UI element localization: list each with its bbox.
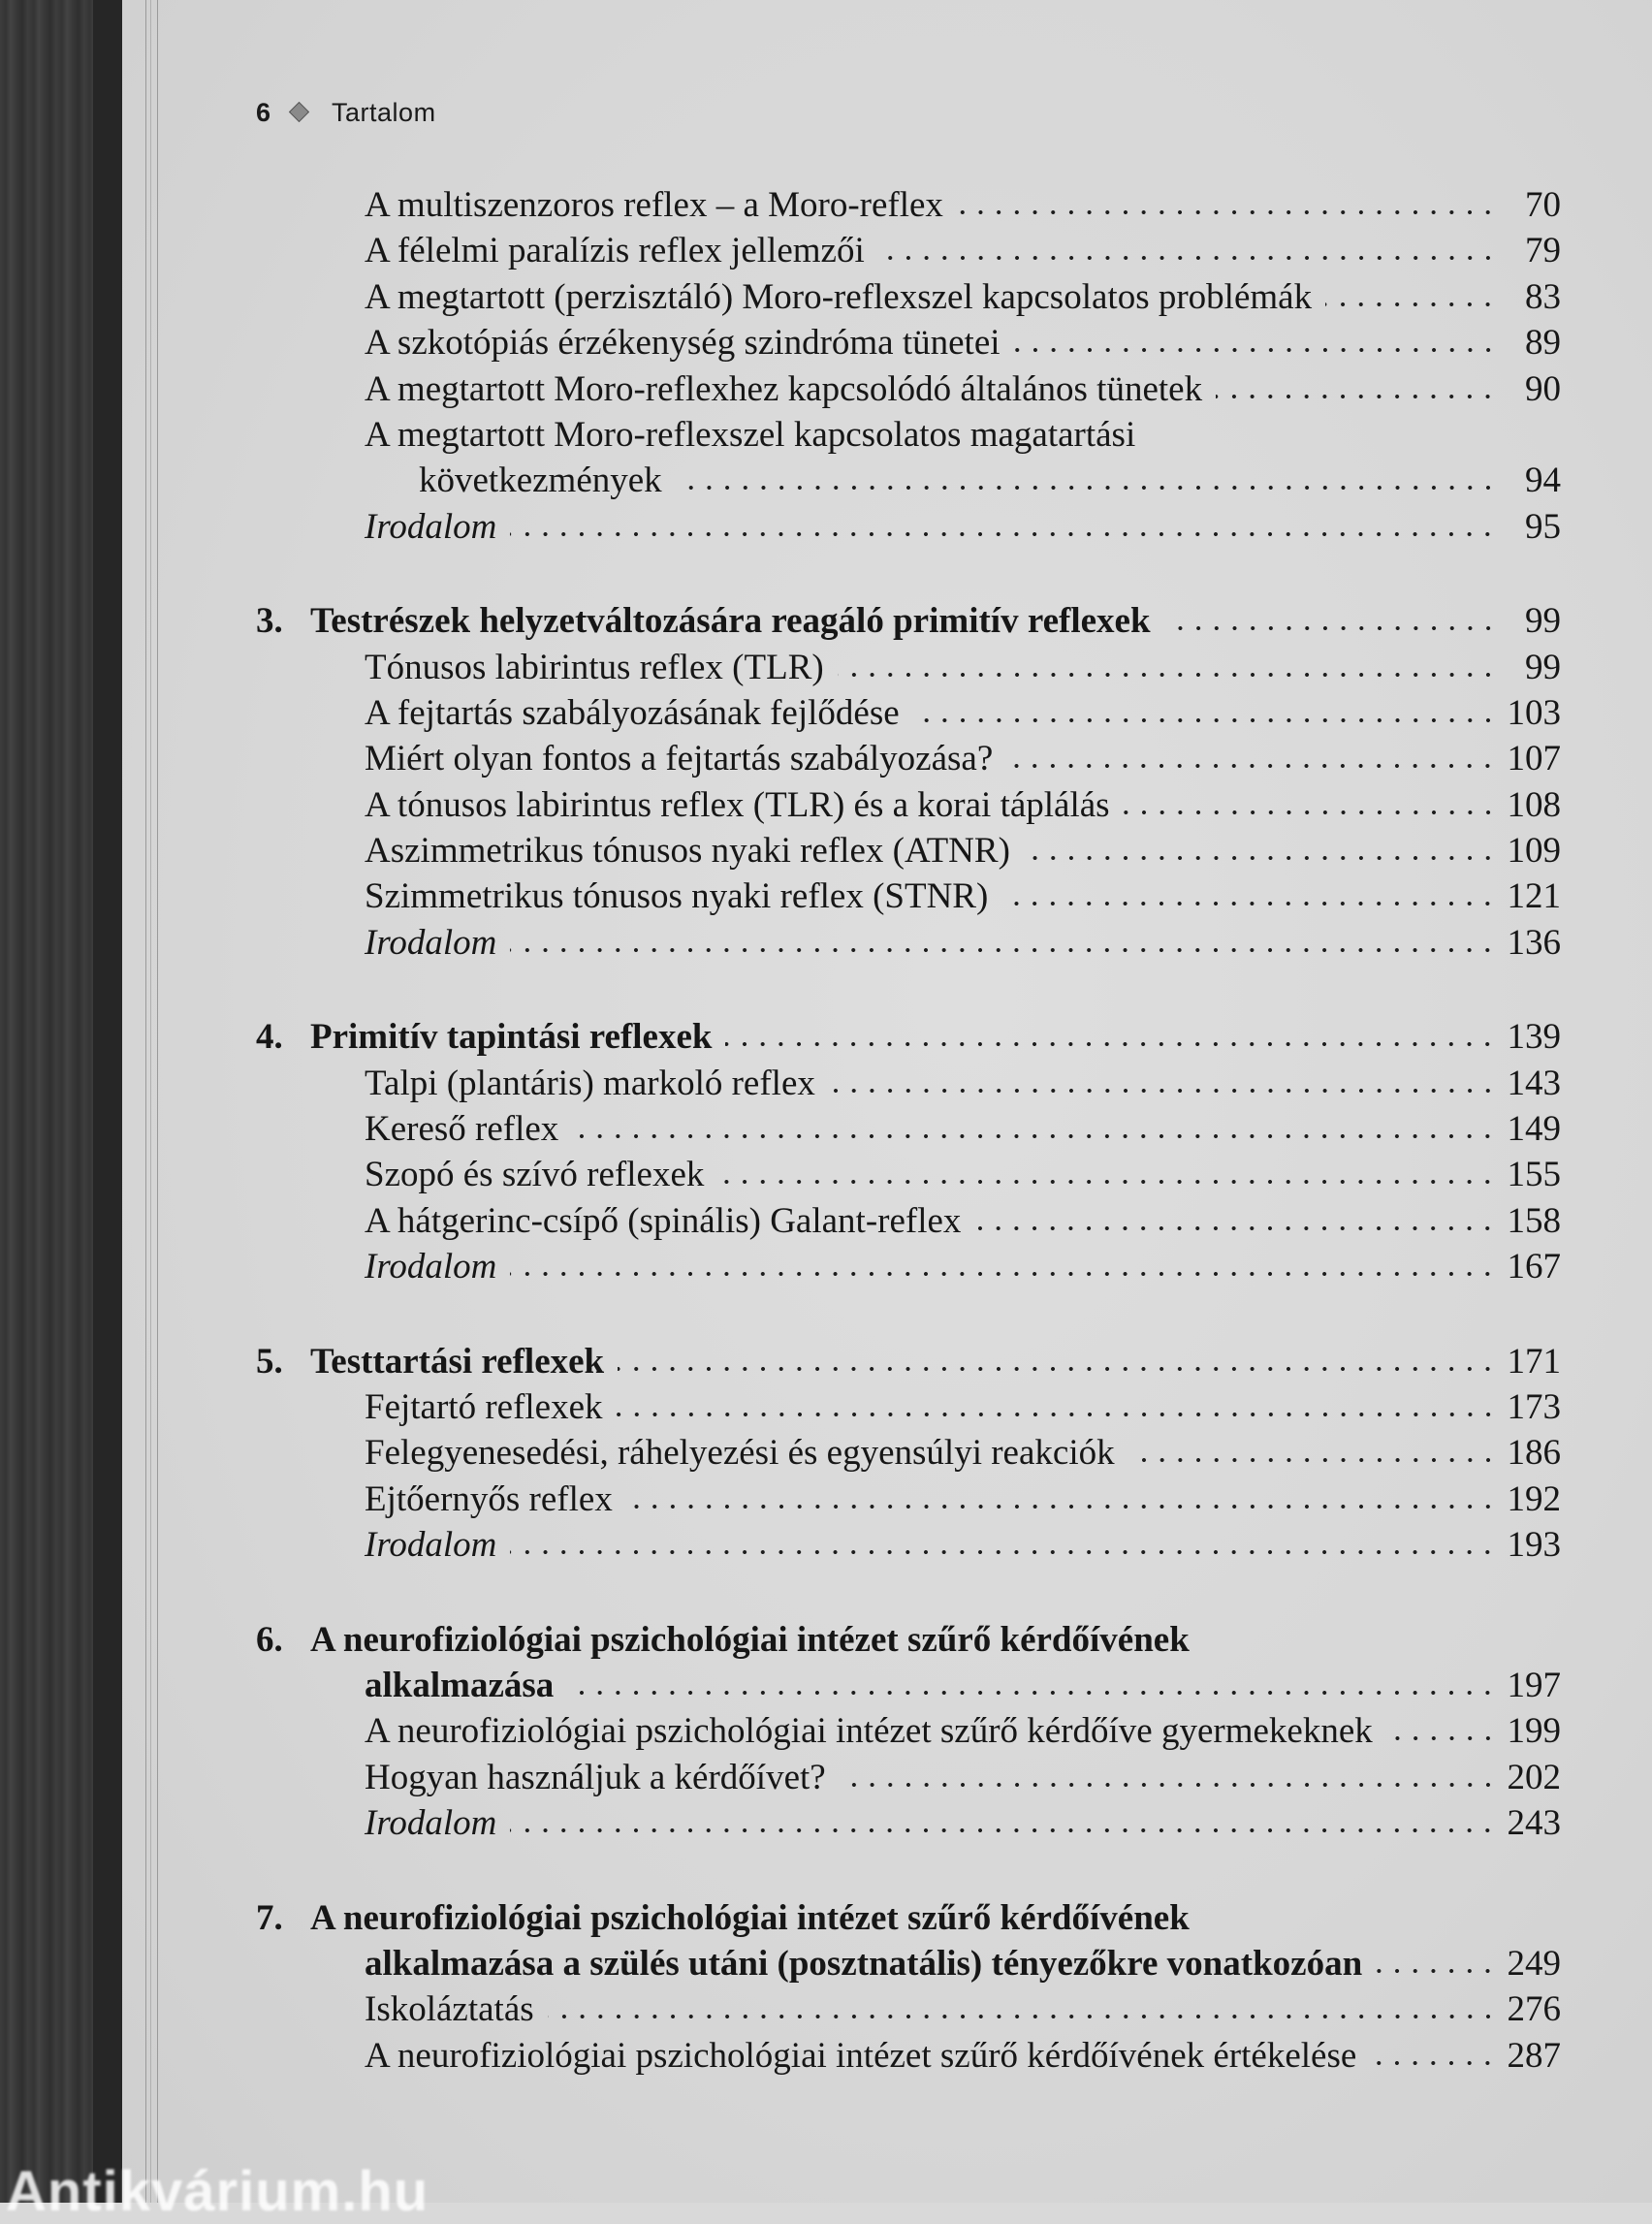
toc-entry[interactable] xyxy=(256,228,1561,273)
toc-entry-body xyxy=(310,1986,1561,2032)
chapter-number: 3. xyxy=(256,601,283,642)
toc-entry-label[interactable]: Irodalom xyxy=(365,1525,497,1566)
toc-entry-label[interactable]: A neurofiziológiai pszichológiai intézet szűrő kérdőívének xyxy=(310,1897,1190,1938)
toc-entry-label[interactable]: Szimmetrikus tónusos nyaki reflex (STNR) xyxy=(365,876,989,917)
toc-entry-label[interactable]: A multiszenzoros reflex – a Moro-reflex xyxy=(365,185,943,225)
page-reference[interactable]: 99 xyxy=(1525,601,1561,642)
page-reference[interactable]: 109 xyxy=(1507,831,1561,872)
page-edge-line xyxy=(157,0,158,2203)
toc-entry-body xyxy=(310,1198,1561,1244)
toc-heading-row[interactable] xyxy=(256,1895,1561,1941)
page-reference[interactable]: 155 xyxy=(1507,1155,1561,1195)
toc-entry-body xyxy=(310,1895,1561,1941)
dot-leader xyxy=(618,1361,1497,1371)
toc-entry-body xyxy=(310,1708,1561,1754)
page-reference[interactable]: 287 xyxy=(1507,2035,1561,2076)
toc-heading-row[interactable] xyxy=(256,598,1561,644)
toc-entry-label[interactable]: Ejtőernyős reflex xyxy=(365,1478,613,1519)
toc-heading-row[interactable] xyxy=(256,1014,1561,1060)
dot-leader xyxy=(1024,850,1497,860)
page-reference[interactable]: 149 xyxy=(1507,1109,1561,1150)
toc-entry-label[interactable]: A neurofiziológiai pszichológiai intézet szűrő kérdőívének xyxy=(310,1619,1190,1660)
toc-entry[interactable] xyxy=(256,1152,1561,1197)
page-reference[interactable]: 202 xyxy=(1507,1757,1561,1797)
toc-entry-body xyxy=(310,1339,1561,1384)
dot-leader xyxy=(829,1083,1497,1093)
toc-entry-body xyxy=(310,1061,1561,1106)
toc-entry-body xyxy=(310,1384,1561,1430)
toc-entry-body xyxy=(310,504,1561,550)
running-header xyxy=(256,95,436,130)
toc-entry-label[interactable]: A megtartott Moro-reflexhez kapcsolódó általános tünetek xyxy=(365,368,1203,409)
toc-entry-label[interactable]: Hogyan használjuk a kérdőívet? xyxy=(365,1757,826,1797)
toc-entry-body xyxy=(310,1800,1561,1846)
page-reference[interactable]: 90 xyxy=(1525,368,1561,409)
toc-entry-label[interactable]: alkalmazása a szülés utáni (posztnatális) tényezőkre vonatkozóan xyxy=(365,1943,1363,1984)
table-of-contents xyxy=(256,182,1561,2127)
toc-entry[interactable] xyxy=(256,1384,1561,1430)
page-reference[interactable]: 83 xyxy=(1525,276,1561,317)
page-reference[interactable]: 199 xyxy=(1507,1711,1561,1752)
toc-entry-label[interactable]: Irodalom xyxy=(365,1803,497,1844)
toc-entry-body xyxy=(310,2033,1561,2079)
toc-entry[interactable] xyxy=(256,1106,1561,1152)
toc-entry-label[interactable]: A neurofiziológiai pszichológiai intézet szűrő kérdőívének értékelése xyxy=(365,2035,1357,2076)
toc-entry[interactable] xyxy=(256,458,1561,503)
toc-heading-row[interactable] xyxy=(256,1339,1561,1384)
book-spine-edge xyxy=(93,0,122,2203)
toc-entry[interactable] xyxy=(256,1755,1561,1800)
dot-leader xyxy=(1124,805,1497,814)
toc-entry-body xyxy=(310,645,1561,690)
toc-entry-label[interactable]: Testrészek helyzetváltozására reagáló primitív reflexek xyxy=(310,601,1151,642)
dot-leader xyxy=(717,1174,1497,1184)
dot-leader xyxy=(878,250,1497,260)
toc-entry[interactable] xyxy=(256,1477,1561,1522)
page-reference[interactable]: 197 xyxy=(1507,1665,1561,1705)
toc-entry-body xyxy=(310,736,1561,781)
toc-heading-row[interactable] xyxy=(256,1663,1561,1708)
toc-entry-label[interactable]: Irodalom xyxy=(365,922,497,963)
dot-leader xyxy=(510,1266,1497,1276)
dot-leader xyxy=(510,526,1497,536)
toc-entry-label[interactable]: A megtartott (perzisztáló) Moro-reflexszel kapcsolatos problémák xyxy=(365,276,1313,317)
page-reference[interactable]: 103 xyxy=(1507,692,1561,733)
toc-entry[interactable] xyxy=(256,874,1561,919)
toc-entry-label[interactable]: A szkotópiás érzékenység szindróma tünetei xyxy=(365,323,1001,364)
page-reference[interactable]: 249 xyxy=(1507,1943,1561,1984)
dot-leader xyxy=(510,1544,1497,1554)
toc-entry-body xyxy=(310,920,1561,966)
toc-entry-body xyxy=(310,1106,1561,1152)
toc-entry[interactable] xyxy=(256,1430,1561,1476)
toc-entry-body xyxy=(310,1244,1561,1289)
dot-leader xyxy=(567,1685,1497,1695)
toc-entry-body xyxy=(310,228,1561,273)
page-reference[interactable]: 171 xyxy=(1507,1341,1561,1382)
toc-entry-body xyxy=(310,690,1561,736)
toc-entry-label[interactable]: Primitív tapintási reflexek xyxy=(310,1017,713,1058)
dot-leader xyxy=(913,713,1497,722)
dot-leader xyxy=(1325,297,1497,306)
dot-leader xyxy=(1006,758,1497,768)
toc-entry-label[interactable]: Kereső reflex xyxy=(365,1109,559,1150)
toc-entry-label[interactable]: A félelmi paralízis reflex jellemzői xyxy=(365,231,865,271)
dot-leader xyxy=(1128,1452,1497,1462)
toc-entry-body xyxy=(310,828,1561,874)
toc-entry-body xyxy=(310,366,1561,412)
toc-entry-body xyxy=(310,320,1561,365)
chapter-number: 6. xyxy=(256,1619,283,1660)
dot-leader xyxy=(1001,896,1497,905)
dot-leader xyxy=(840,1777,1497,1787)
toc-entry-label[interactable]: Irodalom xyxy=(365,1247,497,1287)
page-reference[interactable]: 70 xyxy=(1525,185,1561,225)
chapter-number: 4. xyxy=(256,1017,283,1058)
toc-entry-body xyxy=(310,274,1561,320)
page-reference[interactable]: 276 xyxy=(1507,1989,1561,2030)
dot-leader xyxy=(617,1407,1497,1416)
toc-entry[interactable] xyxy=(256,504,1561,550)
toc-entry[interactable] xyxy=(256,690,1561,736)
toc-entry[interactable] xyxy=(256,736,1561,781)
dot-leader xyxy=(1014,342,1497,352)
toc-entry-label[interactable]: A neurofiziológiai pszichológiai intézet szűrő kérdőíve gyermekeknek xyxy=(365,1711,1373,1752)
dot-leader xyxy=(974,1221,1497,1230)
toc-entry-label[interactable]: alkalmazása xyxy=(365,1665,555,1705)
toc-entry-label[interactable]: A hátgerinc-csípő (spinális) Galant-reflex xyxy=(365,1200,962,1241)
toc-section xyxy=(256,1895,1561,2080)
toc-entry-label[interactable]: A fejtartás szabályozásának fejlődése xyxy=(365,692,900,733)
page-number: 6 xyxy=(256,98,271,127)
toc-entry[interactable] xyxy=(256,1986,1561,2032)
page-reference[interactable]: 193 xyxy=(1507,1525,1561,1566)
toc-entry[interactable] xyxy=(256,828,1561,874)
dot-leader xyxy=(510,1823,1497,1832)
dot-leader xyxy=(572,1128,1497,1138)
toc-entry-label[interactable]: Szopó és szívó reflexek xyxy=(365,1155,705,1195)
toc-entry-label[interactable]: Iskoláztatás xyxy=(365,1989,534,2030)
page-reference[interactable]: 173 xyxy=(1507,1386,1561,1427)
toc-entry[interactable] xyxy=(256,1198,1561,1244)
page-reference[interactable]: 186 xyxy=(1507,1433,1561,1474)
toc-entry-body xyxy=(310,182,1561,228)
toc-entry-label[interactable]: Felegyenesedési, ráhelyezési és egyensúlyi reakciók xyxy=(365,1433,1115,1474)
toc-entry-body xyxy=(310,1617,1561,1663)
toc-entry[interactable] xyxy=(256,2033,1561,2079)
toc-entry[interactable] xyxy=(256,1800,1561,1846)
toc-entry-label[interactable]: Miért olyan fontos a fejtartás szabályozása? xyxy=(365,739,994,779)
toc-section xyxy=(256,1339,1561,1569)
page-reference[interactable]: 94 xyxy=(1525,461,1561,501)
toc-entry[interactable] xyxy=(256,1708,1561,1754)
toc-entry[interactable] xyxy=(256,645,1561,690)
page-reference[interactable]: 243 xyxy=(1507,1803,1561,1844)
dot-leader xyxy=(1370,2055,1497,2065)
toc-entry[interactable] xyxy=(256,412,1561,458)
toc-section xyxy=(256,1617,1561,1847)
page-reference[interactable]: 143 xyxy=(1507,1063,1561,1103)
chapter-number: 5. xyxy=(256,1341,283,1382)
toc-entry-label[interactable]: A tónusos labirintus reflex (TLR) és a korai táplálás xyxy=(365,784,1110,825)
running-title: Tartalom xyxy=(332,98,436,127)
page-edge-line xyxy=(150,0,151,2203)
page-edge-line xyxy=(145,0,146,2203)
toc-entry-body xyxy=(310,1663,1561,1708)
toc-entry[interactable] xyxy=(256,920,1561,966)
toc-entry[interactable] xyxy=(256,1244,1561,1289)
toc-entry-body xyxy=(310,598,1561,644)
page-reference[interactable]: 139 xyxy=(1507,1017,1561,1058)
dot-leader xyxy=(510,942,1497,952)
toc-entry[interactable] xyxy=(256,1522,1561,1568)
toc-entry[interactable] xyxy=(256,366,1561,412)
toc-heading-row[interactable] xyxy=(256,1941,1561,1986)
toc-section xyxy=(256,598,1561,966)
dot-leader xyxy=(838,667,1497,677)
dot-leader xyxy=(1376,1963,1497,1973)
page-reference[interactable]: 108 xyxy=(1507,784,1561,825)
dot-leader xyxy=(1386,1731,1497,1740)
dot-leader xyxy=(1216,389,1497,398)
wood-background xyxy=(0,0,93,2203)
toc-entry-body xyxy=(310,1941,1561,1986)
page-reference[interactable]: 79 xyxy=(1525,231,1561,271)
toc-entry-label[interactable]: Irodalom xyxy=(365,506,497,547)
toc-entry[interactable] xyxy=(256,1061,1561,1106)
page-reference[interactable]: 95 xyxy=(1525,506,1561,547)
page-reference[interactable]: 89 xyxy=(1525,323,1561,364)
toc-entry-label[interactable]: következmények xyxy=(419,461,662,501)
watermark: Antikvárium.hu xyxy=(6,2160,429,2223)
dot-leader xyxy=(957,205,1497,214)
toc-entry[interactable] xyxy=(256,320,1561,365)
page-reference[interactable]: 158 xyxy=(1507,1200,1561,1241)
page-reference[interactable]: 99 xyxy=(1525,647,1561,687)
chapter-number: 7. xyxy=(256,1897,283,1938)
toc-entry-label[interactable]: Aszimmetrikus tónusos nyaki reflex (ATNR) xyxy=(365,831,1010,872)
toc-entry-body xyxy=(310,1430,1561,1476)
toc-entry-body xyxy=(310,1477,1561,1522)
toc-entry-label[interactable]: Talpi (plantáris) markoló reflex xyxy=(365,1063,815,1103)
page-reference[interactable]: 107 xyxy=(1507,739,1561,779)
toc-section xyxy=(256,182,1561,550)
page-reference[interactable]: 136 xyxy=(1507,922,1561,963)
toc-entry-body xyxy=(310,874,1561,919)
page-reference[interactable]: 167 xyxy=(1507,1247,1561,1287)
toc-entry-body xyxy=(310,412,1561,458)
toc-entry-body xyxy=(310,1014,1561,1060)
diamond-icon xyxy=(289,102,309,122)
dot-leader xyxy=(725,1036,1497,1046)
toc-section xyxy=(256,1014,1561,1289)
page-reference[interactable]: 121 xyxy=(1507,876,1561,917)
page-reference[interactable]: 192 xyxy=(1507,1478,1561,1519)
toc-entry-body xyxy=(310,1755,1561,1800)
toc-heading-row[interactable] xyxy=(256,1617,1561,1663)
toc-entry[interactable] xyxy=(256,182,1561,228)
toc-entry-label[interactable]: Fejtartó reflexek xyxy=(365,1386,603,1427)
dot-leader xyxy=(676,480,1497,490)
toc-entry-body xyxy=(310,1522,1561,1568)
toc-entry-body xyxy=(310,458,1561,503)
toc-entry[interactable] xyxy=(256,274,1561,320)
toc-entry-body xyxy=(310,1152,1561,1197)
dot-leader xyxy=(626,1499,1497,1509)
dot-leader xyxy=(548,2009,1497,2018)
toc-entry-label[interactable]: Testtartási reflexek xyxy=(310,1341,605,1382)
toc-entry[interactable] xyxy=(256,782,1561,828)
toc-entry-label[interactable]: Tónusos labirintus reflex (TLR) xyxy=(365,647,824,687)
toc-entry-body xyxy=(310,782,1561,828)
toc-entry-label[interactable]: A megtartott Moro-reflexszel kapcsolatos magatartási xyxy=(365,414,1136,455)
dot-leader xyxy=(1164,620,1497,630)
